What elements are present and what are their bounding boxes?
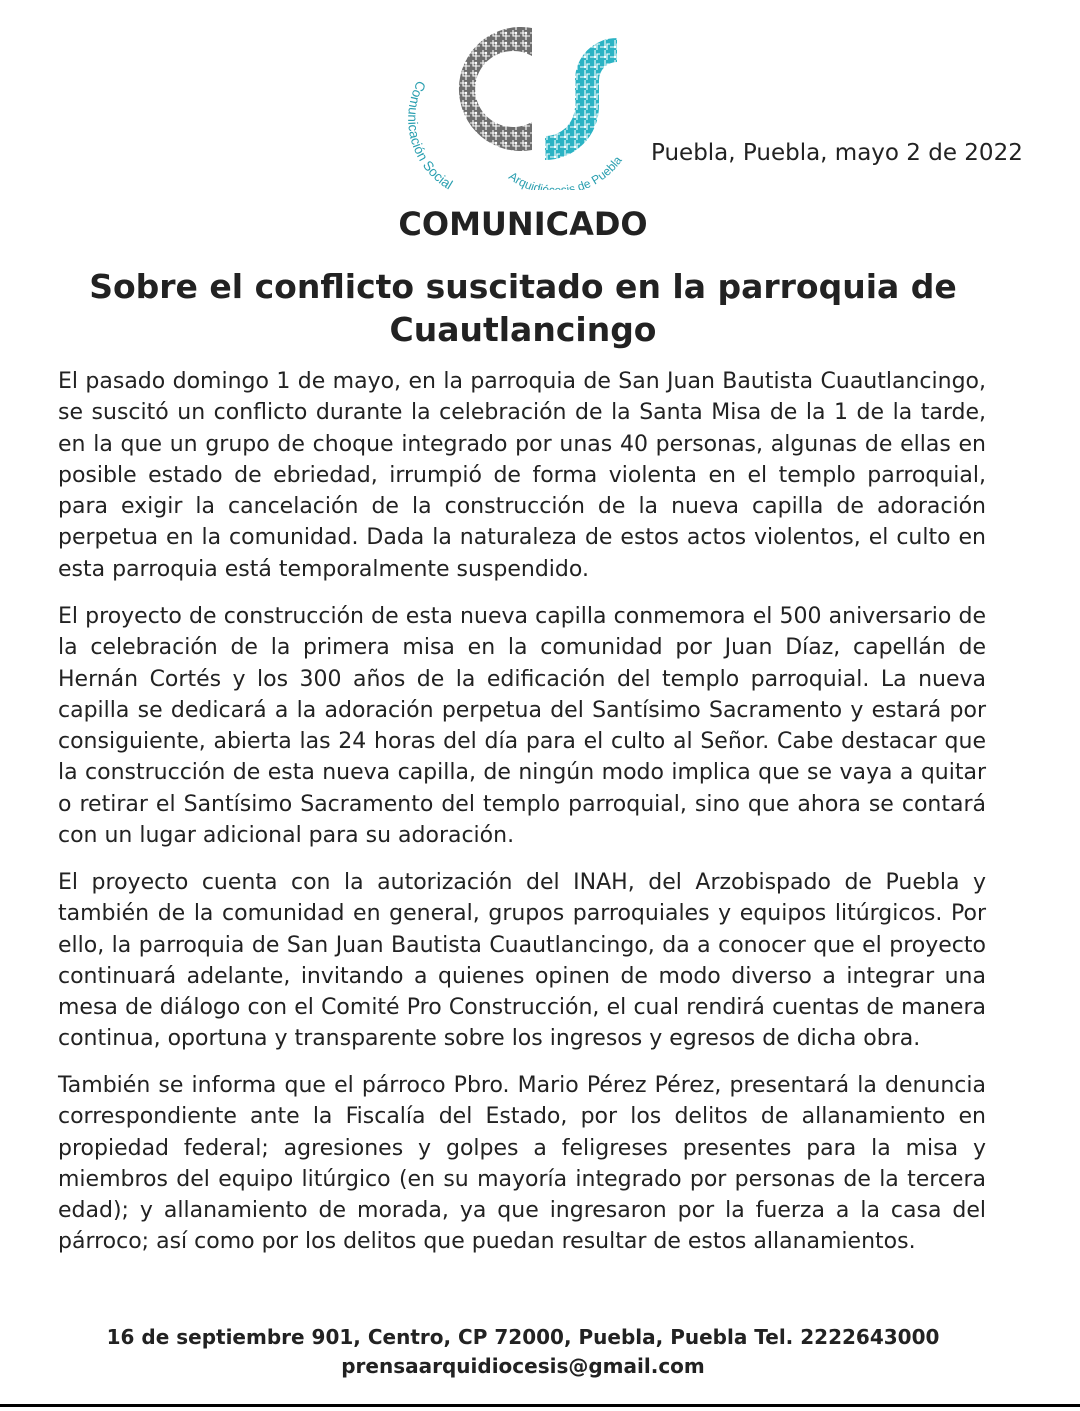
paragraph-text: También se informa que el párroco Pbro. Mario Pérez Pérez, presentará la denuncia correspondiente ante la Fiscalía del Estado, por los delitos de allanamiento en propiedad federal; agresiones y golpes a feligreses presentes para la misa y miembros del equipo litúrgico (en su mayoría integrado por personas de la tercera edad); y allanamiento de morada, ya que ingresaron por la fuerza a la casa del párroco; así como por los delitos que puedan resultar de estos allanamientos. [58, 1073, 986, 1255]
bottom-rule [0, 1404, 1080, 1407]
paragraph-1 [58, 366, 986, 585]
logo-teal-s [545, 38, 617, 160]
svg-text:Comunicación Social [405, 79, 455, 190]
paragraph-2 [58, 601, 986, 851]
paragraph-4 [58, 1070, 986, 1258]
logo [400, 10, 640, 190]
title-line-1: Sobre el conflicto suscitado en la parroquia de [89, 267, 957, 306]
svg-text:Arquidiócesis de Puebla [506, 153, 625, 190]
logo-gray-c [459, 27, 532, 151]
paragraph-3 [58, 867, 986, 1055]
title-line-2: Cuautlancingo [389, 310, 657, 349]
date-line: Puebla, Puebla, mayo 2 de 2022 [651, 140, 1023, 166]
logo-arc-right-text: Arquidió sis de Puebla [506, 153, 625, 190]
paragraph-text: El pasado domingo 1 de mayo, en la parroquia de San Juan Bautista Cuautlancingo, se suscitó un conflicto durante la celebración de la Santa Misa de la 1 de la tarde, en la que un grupo de choque integrado por unas 40 personas, algunas de ellas en posible estado de ebriedad, irrumpió de forma violenta en el templo parroquial, para exigir la cancelación de la construcción de la nueva capilla de adoración perpetua en la comunidad. Dada la naturaleza de estos actos violentos, el culto en esta parroquia está temporalmente suspendido. [58, 369, 986, 582]
paragraph-text: El proyecto de construcción de esta nueva capilla conmemora el 500 aniversario de la celebración de la primera misa en la comunidad por Juan Díaz, capellán de Hernán Cortés y los 300 años de la edificación del templo parroquial. La nueva capilla se dedicará a la adoración perpetua del Santísimo Sacramento y estará por consiguiente, abierta las 24 horas del día para el culto al Señor. Cabe destacar que la construcción de esta nueva capilla, de ningún modo implica que se vaya a quitar o retirar el Santísimo Sacramento del templo parroquial, sino que ahora se contará con un lugar adicional para su adoración. [58, 604, 986, 849]
logo-emblem [400, 10, 640, 190]
footer-email: prensaarquidiocesis@gmail.com [341, 1354, 705, 1378]
logo-arc-left-text: Comunicación Social [405, 78, 456, 190]
footer-address: 16 de septiembre 901, Centro, CP 72000, Puebla, Puebla Tel. 2222643000 [106, 1325, 940, 1349]
paragraph-text: El proyecto cuenta con la autorización del INAH, del Arzobispado de Puebla y también de la comunidad en general, grupos parroquiales y equipos litúrgicos. Por ello, la parroquia de San Juan Bautista Cuautlancingo, da a conocer que el proyecto continuará adelante, invitando a quienes opinen de modo diverso a integrar una mesa de diálogo con el Comité Pro Construcción, el cual rendirá cuentas de manera continua, oportuna y transparente sobre los ingresos y egresos de dicha obra. [58, 870, 986, 1052]
document-heading: COMUNICADO [398, 205, 648, 243]
document-title [0, 265, 1046, 351]
